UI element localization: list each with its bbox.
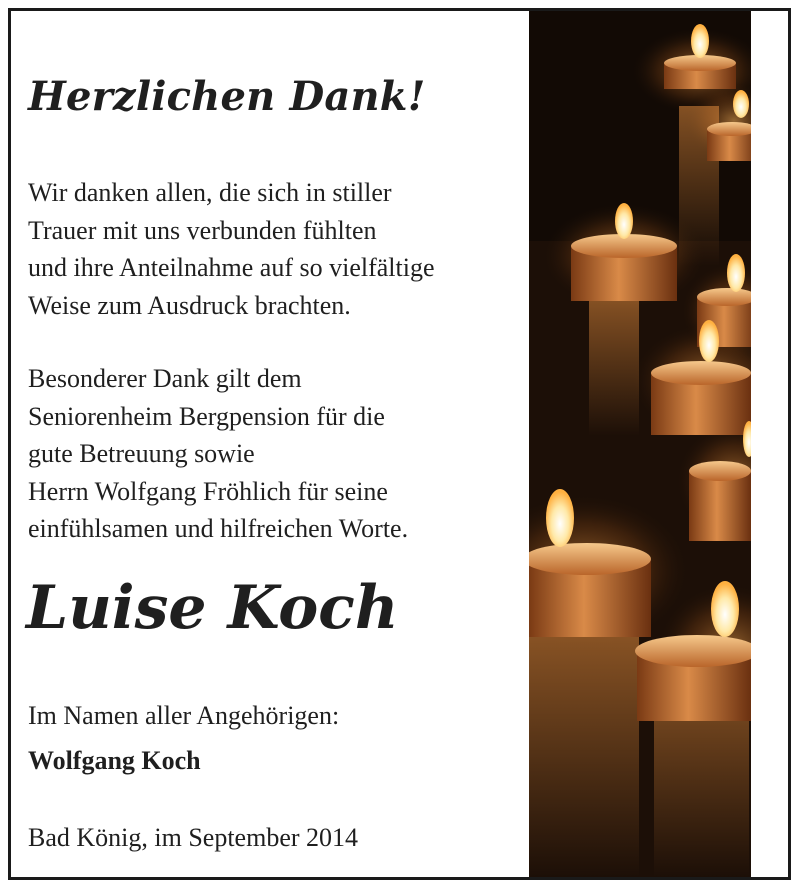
text-line: Herrn Wolfgang Fröhlich für seine xyxy=(28,476,388,506)
special-thanks-paragraph xyxy=(28,360,408,548)
text-line: Weise zum Ausdruck brachten. xyxy=(28,290,351,320)
candles-photo xyxy=(529,11,751,877)
text-line: Besonderer Dank gilt dem xyxy=(28,364,302,393)
candles-image xyxy=(529,11,751,877)
right-margin xyxy=(751,11,788,877)
place-and-date: Bad König, im September 2014 xyxy=(28,823,359,852)
thank-you-heading: Herzlichen Dank! xyxy=(28,73,426,120)
signer-name: Wolfgang Koch xyxy=(28,746,201,775)
text-line: einfühlsamen und hilfreichen Worte. xyxy=(28,514,409,543)
text-line: Seniorenheim Bergpension für die xyxy=(28,401,385,431)
notice-frame xyxy=(8,8,791,880)
deceased-name: Luise Koch xyxy=(26,573,399,643)
text-line: und ihre Anteilnahme auf so vielfältige xyxy=(28,253,435,282)
notice-text-column xyxy=(11,11,529,877)
text-line: Trauer mit uns verbunden fühlten xyxy=(28,215,377,245)
thanks-paragraph xyxy=(28,174,435,324)
family-signoff: Im Namen aller Angehörigen: xyxy=(28,701,340,730)
text-line: gute Betreuung sowie xyxy=(28,439,255,468)
text-line: Wir danken allen, die sich in stiller xyxy=(28,178,392,207)
